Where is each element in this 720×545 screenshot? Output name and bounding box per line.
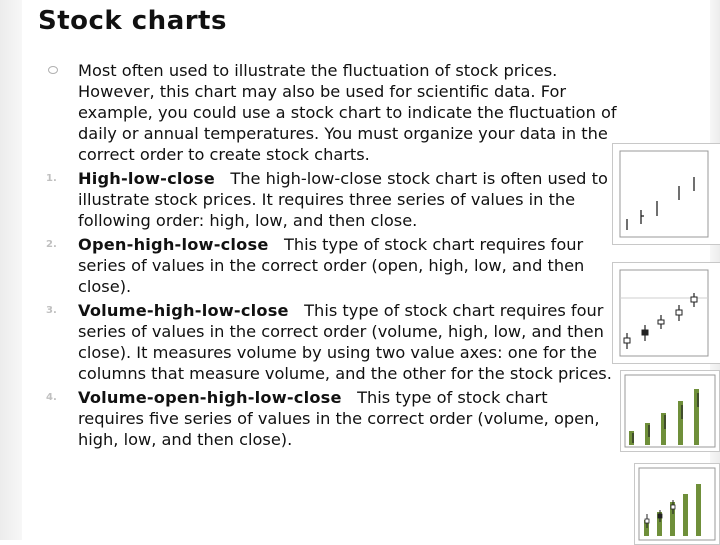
high-low-close-chart-thumbnail	[612, 143, 720, 245]
open-high-low-close-chart-image	[613, 263, 720, 363]
item-term: High-low-close	[78, 169, 215, 188]
item-term: Volume-open-high-low-close	[78, 388, 342, 407]
list-number: 1.	[46, 173, 57, 184]
list-item-volume-open-high-low-close	[46, 387, 618, 450]
list-item-high-low-close	[46, 168, 618, 231]
list-number: 3.	[46, 305, 57, 316]
item-text: The high-low-close stock chart is often used to illustrate stock prices. It requires three series of values in the following order: high, low, and then close.	[78, 169, 608, 230]
item-term: Open-high-low-close	[78, 235, 269, 254]
volume-open-high-low-close-chart-thumbnail	[634, 463, 720, 545]
left-edge-bar	[0, 0, 22, 540]
volume-high-low-close-chart-thumbnail	[620, 370, 720, 452]
item-text: This type of stock chart requires four series of values in the correct order (volume, high, low, and then close). It measures volume by using two value axes: one for the columns that measure volume, and the other for the stock prices.	[78, 301, 612, 383]
open-high-low-close-chart-thumbnail	[612, 262, 720, 364]
volume-open-high-low-close-chart-image	[635, 464, 719, 544]
ring-bullet-icon	[48, 66, 58, 74]
list-item-open-high-low-close	[46, 234, 618, 297]
intro-text: Most often used to illustrate the fluctuation of stock prices. However, this chart may also be used for scientific data. For example, you could use a stock chart to indicate the fluctuation of daily or annual temperatures. You must organize your data in the correct order to create stock charts.	[78, 61, 617, 164]
high-low-close-chart-image	[613, 144, 720, 244]
slide-body	[46, 60, 618, 453]
list-item-volume-high-low-close	[46, 300, 618, 384]
slide-title: Stock charts	[38, 6, 227, 36]
list-number: 2.	[46, 239, 57, 250]
item-term: Volume-high-low-close	[78, 301, 289, 320]
intro-paragraph	[46, 60, 618, 165]
item-text: This type of stock chart requires five series of values in the correct order (volume, open, high, low, and then close).	[78, 388, 600, 449]
volume-high-low-close-chart-image	[621, 371, 719, 451]
item-text: This type of stock chart requires four series of values in the correct order (open, high, low, and then close).	[78, 235, 585, 296]
list-number: 4.	[46, 392, 57, 403]
